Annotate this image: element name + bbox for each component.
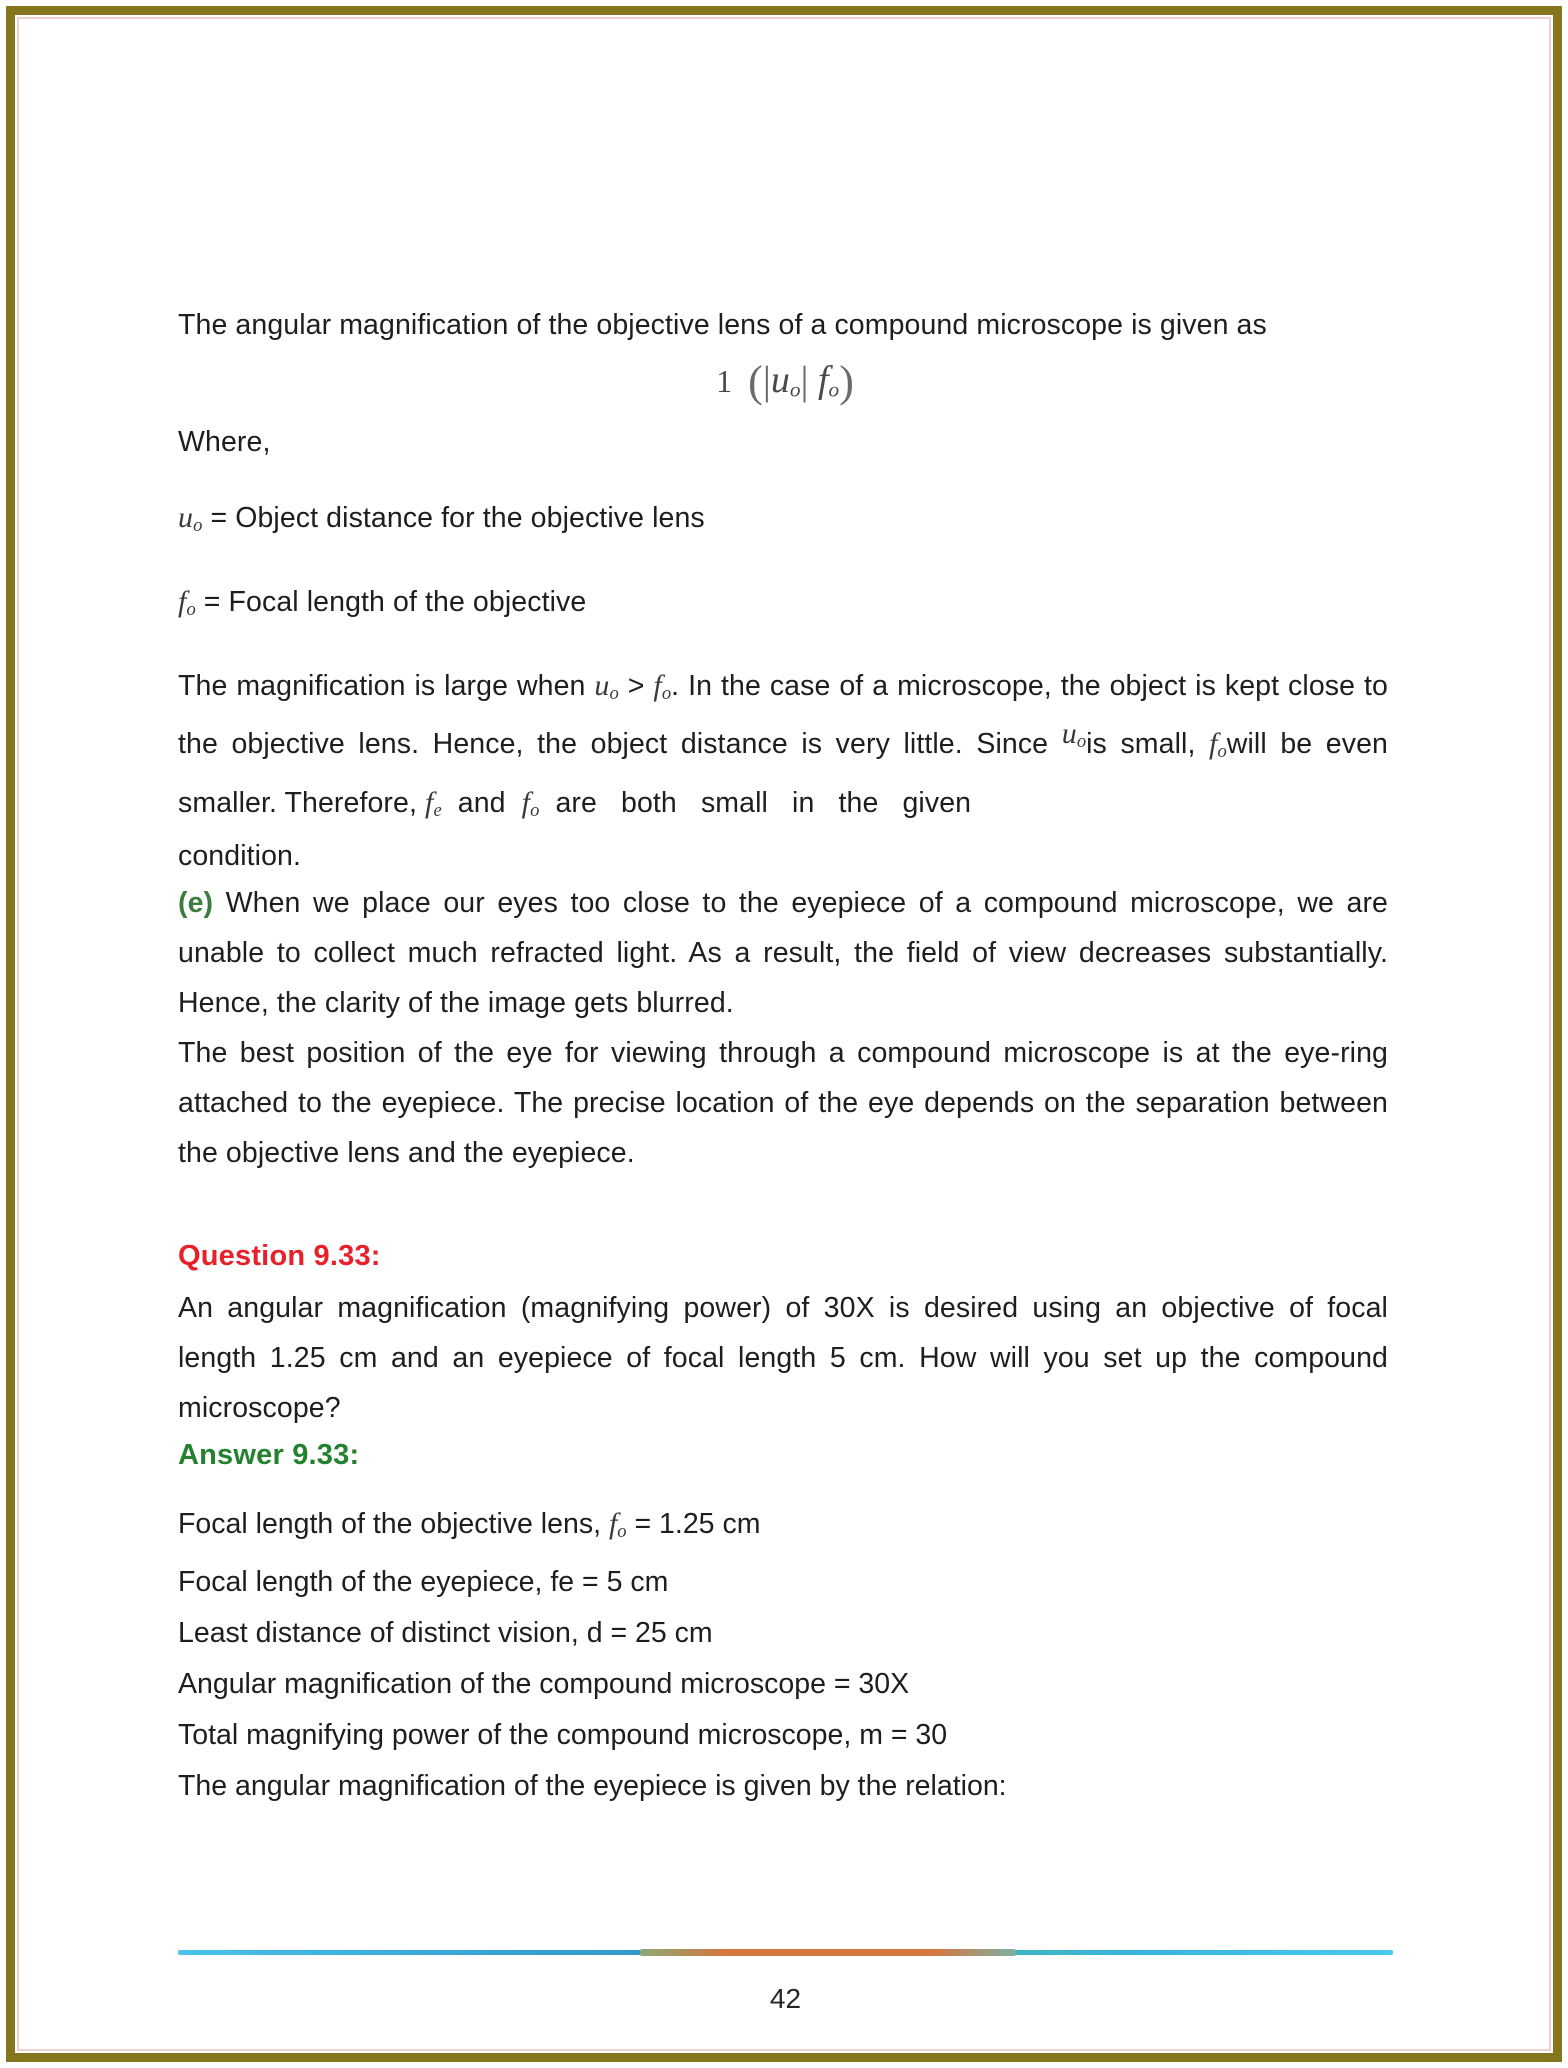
mag-part10: given [902, 786, 972, 819]
f-e-symbol: $f_e$ [425, 785, 442, 821]
part-e-marker: (e) [178, 886, 214, 919]
intro-lead-text: The angular magnification of the objective lens of a compound microscope is given as [178, 309, 1267, 341]
mag-part4: will be even smaller. Therefore, [178, 728, 1388, 819]
mag-part3: is small, [1086, 728, 1196, 761]
f-subscript: o [828, 377, 840, 402]
question-heading: Question 9.33: [178, 1239, 381, 1272]
f-o-symbol: $f_o$ [178, 585, 196, 621]
spacer [178, 1178, 1388, 1240]
definition-f-o [178, 577, 1388, 635]
definition-u-o [178, 493, 1388, 551]
part-e-paragraph [178, 878, 1388, 1028]
mag-part9: the [838, 786, 879, 819]
spacer [178, 551, 1388, 577]
definition-u-o-text: = Object distance for the objective lens [210, 502, 705, 535]
part-e-text: When we place our eyes too close to the eyepiece of a compound microscope, we are unable to collect much refracted light. As a result, the field of view decreases substantially. Hence, the clarity of the image gets blurred. [178, 886, 1388, 1019]
page-content [178, 300, 1388, 1812]
u-o-inline-symbol: $u_o$ [594, 669, 619, 705]
mag-part8: in [792, 786, 815, 819]
mag-part6: both [621, 786, 677, 819]
answer-heading: Answer 9.33: [178, 1438, 360, 1471]
abs-bar-left: | [762, 358, 771, 403]
u-symbol: u [770, 359, 790, 401]
footer-decorative-rule [178, 1948, 1393, 1957]
angular-magnification-formula [178, 356, 1388, 413]
mag-and: and [457, 786, 506, 819]
answer-line-relation-intro: The angular magnification of the eyepiece is given by the relation: [178, 1769, 1007, 1802]
greater-than-sign: > [627, 670, 645, 703]
spacer [178, 467, 1388, 493]
fraction [708, 356, 858, 413]
page-footer [178, 1948, 1393, 2015]
answer-line-total-power: Total magnifying power of the compound microscope, m = 30 [178, 1718, 948, 1751]
page-number: 42 [769, 1983, 802, 2014]
condition-line: condition. [178, 839, 302, 872]
f-o-second-symbol: $f_o$ [1209, 727, 1227, 763]
answer-line-0-prefix: Focal length of the objective lens, [178, 1507, 602, 1540]
open-paren: ( [748, 357, 763, 406]
close-paren: ) [839, 357, 854, 406]
mag-part5: are [555, 786, 597, 819]
spacer [178, 635, 1388, 661]
fraction-numerator: 1 [716, 363, 733, 399]
f-o-inline-symbol: $f_o$ [653, 669, 672, 705]
u-subscript: o [789, 377, 801, 402]
f-o-answer-symbol: $f_o$ [608, 1506, 627, 1542]
answer-line-angular-magnification: Angular magnification of the compound microscope = 30X [178, 1667, 910, 1700]
answer-line-least-distance: Least distance of distinct vision, d = 25 cm [178, 1616, 713, 1649]
question-text: An angular magnification (magnifying power) of 30X is desired using an objective of focal length 1.25 cm and an eyepiece of focal length 5 cm. How will you set up the compound microscope? [178, 1291, 1388, 1424]
answer-line-0-suffix: = 1.25 cm [634, 1507, 761, 1540]
answer-line-focal-objective [178, 1498, 1388, 1557]
mag-part2: . In the case of a microscope, the object is kept close to the objective lens. Hence, the object distance is very little. Since [178, 670, 1388, 761]
definition-f-o-text: = Focal length of the objective [203, 586, 587, 619]
f-symbol: f [817, 359, 829, 401]
fraction-denominator [744, 357, 858, 406]
magnification-paragraph [178, 661, 1388, 835]
mag-part7: small [700, 786, 768, 819]
f-o-third-symbol: $f_o$ [521, 785, 540, 821]
abs-bar-right: | [800, 358, 809, 403]
eye-ring-paragraph: The best position of the eye for viewing through a compound microscope is at the eye-ring attached to the eyepiece. The precise location of the eye depends on the separation between the objective lens and the eyepiece. [178, 1036, 1388, 1169]
mag-part1: The magnification is large when [178, 670, 586, 703]
answer-line-focal-eyepiece: Focal length of the eyepiece, fe = 5 cm [178, 1565, 669, 1598]
spacer [178, 1472, 1388, 1498]
u-o-raised-symbol: $u_o$ [1061, 717, 1087, 753]
footer-rule-middle-segment [640, 1949, 1017, 1956]
u-o-symbol: $u_o$ [178, 501, 203, 537]
where-label: Where, [178, 426, 271, 459]
spacer [178, 1273, 1388, 1283]
